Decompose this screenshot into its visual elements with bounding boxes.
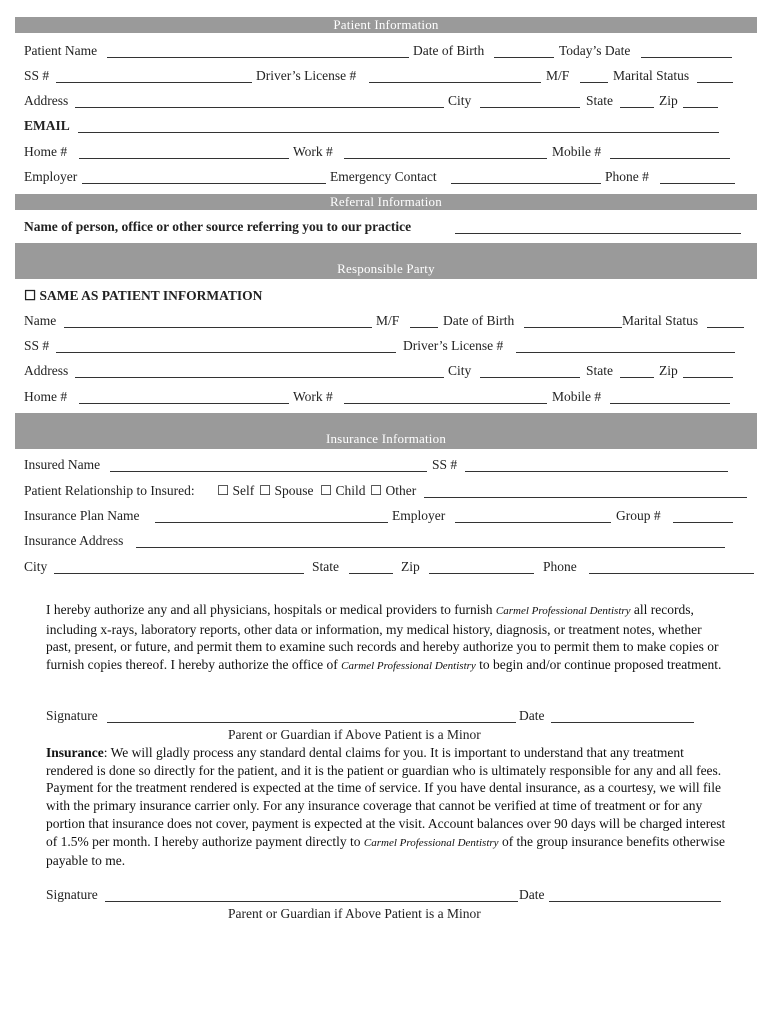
section-title: Responsible Party — [337, 261, 435, 276]
ins-ss-field[interactable] — [465, 471, 728, 472]
signature-label: Signature — [46, 708, 98, 723]
phone-label: Phone # — [605, 169, 649, 184]
responsible-row-1 — [24, 312, 744, 330]
other-checkbox[interactable]: ☐ Other — [370, 483, 417, 498]
insurance-row-4 — [24, 532, 744, 550]
employer-field[interactable] — [82, 183, 326, 184]
rp-name-field[interactable] — [64, 327, 372, 328]
rp-mf-field[interactable] — [410, 327, 438, 328]
insurance-row-3 — [24, 507, 744, 525]
state-label: State — [586, 93, 613, 108]
patient-row-5 — [24, 143, 744, 161]
rp-zip-label: Zip — [659, 363, 678, 378]
spouse-checkbox[interactable]: ☐ Spouse — [259, 483, 314, 498]
city-field[interactable] — [480, 107, 580, 108]
todays-date-label: Today’s Date — [559, 43, 631, 58]
group-label: Group # — [616, 508, 661, 523]
ins-state-label: State — [312, 559, 339, 574]
ins-employer-label: Employer — [392, 508, 446, 523]
patient-row-2 — [24, 67, 744, 85]
rp-state-field[interactable] — [620, 377, 654, 378]
ins-phone-field[interactable] — [589, 573, 754, 574]
dob-field[interactable] — [494, 57, 554, 58]
section-header-responsible — [15, 243, 757, 279]
rp-ss-label: SS # — [24, 338, 50, 353]
self-checkbox[interactable]: ☐ Self — [217, 483, 255, 498]
section-header-insurance — [15, 413, 757, 449]
relationship-label: Patient Relationship to Insured: — [24, 483, 195, 498]
section-title: Patient Information — [333, 17, 439, 32]
authorization-text-3: to begin and/or continue proposed treatment. — [479, 657, 722, 673]
rp-home-label: Home # — [24, 389, 68, 404]
signature-field[interactable] — [107, 722, 516, 723]
rp-work-field[interactable] — [344, 403, 547, 404]
insurance-policy-paragraph — [46, 744, 726, 870]
email-field[interactable] — [78, 132, 719, 133]
ins-state-field[interactable] — [349, 573, 393, 574]
rp-city-label: City — [448, 363, 472, 378]
rp-license-label: Driver’s License # — [403, 338, 504, 353]
practice-name: Carmel Professional Dentistry — [495, 605, 631, 617]
referral-label: Name of person, office or other source referring you to our practice — [24, 219, 412, 234]
practice-name: Carmel Professional Dentistry — [341, 660, 476, 673]
rp-address-field[interactable] — [75, 377, 444, 378]
signature-date-field[interactable] — [551, 722, 694, 723]
insurance-policy-text-2: of the group insurance benefits otherwise payable to me. — [46, 833, 725, 869]
insurance-row-1 — [24, 456, 744, 474]
ins-address-label: Insurance Address — [24, 533, 124, 548]
authorization-text-1: I hereby authorize any and all physicians, hospitals or medical providers to furnish — [46, 602, 493, 617]
todays-date-field[interactable] — [641, 57, 732, 58]
plan-name-field[interactable] — [155, 522, 388, 523]
authorization-paragraph — [46, 601, 726, 676]
insurance-row-2 — [24, 482, 754, 500]
referral-field[interactable] — [455, 233, 741, 234]
rp-city-field[interactable] — [480, 377, 580, 378]
rp-mf-label: M/F — [376, 313, 400, 328]
signature-date-field[interactable] — [549, 901, 721, 902]
mf-field[interactable] — [580, 82, 608, 83]
ins-zip-label: Zip — [401, 559, 420, 574]
marital-field[interactable] — [697, 82, 733, 83]
insured-name-label: Insured Name — [24, 457, 101, 472]
rp-dob-label: Date of Birth — [443, 313, 515, 328]
insurance-policy-text-1: : We will gladly process any standard dental claims for you. It is important to understand that any treatment rendered is done so directly for the patient, and it is the patient or guardian who is ultimately responsible for any and all fees. Payment for the treatment rendered is expected at the time of service. If you have dental insurance, as a courtesy, we will file with the primary insurance carrier only. For any insurance coverage that cannot be verified at time of treatment or for any portion that insurance does not cover, payment is expected at the visit. Account balances over 90 days will be charged interest of 1.5% per month. I hereby authorize payment directly to — [46, 745, 726, 849]
rp-mobile-label: Mobile # — [552, 389, 602, 404]
rp-zip-field[interactable] — [683, 377, 733, 378]
email-label: EMAIL — [24, 118, 70, 133]
rp-home-field[interactable] — [79, 403, 289, 404]
zip-field[interactable] — [683, 107, 718, 108]
patient-row-4 — [24, 117, 744, 135]
marital-label: Marital Status — [613, 68, 690, 83]
authorization-text-2: all records, including x-rays, laboratory reports, other data or information, my medical history, diagnosis, or treatment notes, whether past, present, or future, and permit them to examine such records and hereby authorize you to permit them to make copies or furnish copies thereof. I hereby authorize the office of — [46, 602, 719, 673]
rp-license-field[interactable] — [516, 352, 735, 353]
responsible-row-4 — [24, 388, 744, 406]
ins-zip-field[interactable] — [429, 573, 534, 574]
responsible-row-2 — [24, 337, 744, 355]
section-header-patient — [15, 17, 757, 33]
city-label: City — [448, 93, 472, 108]
plan-name-label: Insurance Plan Name — [24, 508, 140, 523]
dob-label: Date of Birth — [413, 43, 485, 58]
patient-row-3 — [24, 92, 744, 110]
signature-date-label: Date — [519, 708, 545, 723]
ins-ss-label: SS # — [432, 457, 458, 472]
address-field[interactable] — [75, 107, 444, 108]
ins-phone-label: Phone — [543, 559, 577, 574]
patient-row-6 — [24, 168, 744, 186]
rp-mobile-field[interactable] — [610, 403, 730, 404]
signature-label: Signature — [46, 887, 98, 902]
ins-city-label: City — [24, 559, 48, 574]
section-title: Insurance Information — [325, 431, 447, 446]
mobile-label: Mobile # — [552, 144, 602, 159]
home-label: Home # — [24, 144, 68, 159]
mobile-field[interactable] — [610, 158, 730, 159]
referral-row — [24, 218, 744, 236]
patient-row-1 — [24, 42, 744, 60]
employer-label: Employer — [24, 169, 78, 184]
rp-work-label: Work # — [293, 389, 333, 404]
signature-row-2 — [46, 886, 726, 904]
responsible-row-0[interactable] — [24, 287, 744, 305]
rp-marital-field[interactable] — [707, 327, 744, 328]
license-field[interactable] — [369, 82, 541, 83]
work-label: Work # — [293, 144, 333, 159]
phone-field[interactable] — [660, 183, 735, 184]
license-label: Driver’s License # — [256, 68, 357, 83]
rp-dob-field[interactable] — [524, 327, 622, 328]
insurance-policy-label: Insurance — [46, 745, 104, 760]
guardian-caption-2: Parent or Guardian if Above Patient is a Minor — [228, 906, 481, 921]
practice-name: Carmel Professional Dentistry — [363, 836, 499, 849]
insurance-row-5 — [24, 558, 755, 576]
insured-name-field[interactable] — [110, 471, 427, 472]
child-checkbox[interactable]: ☐ Child — [320, 483, 366, 498]
ss-label: SS # — [24, 68, 50, 83]
rp-name-label: Name — [24, 313, 57, 328]
other-relationship-field[interactable] — [424, 497, 747, 498]
ins-city-field[interactable] — [54, 573, 304, 574]
signature-row-1 — [46, 707, 706, 725]
emergency-field[interactable] — [451, 183, 601, 184]
home-field[interactable] — [79, 158, 289, 159]
guardian-caption-1: Parent or Guardian if Above Patient is a Minor — [228, 727, 481, 742]
rp-ss-field[interactable] — [56, 352, 396, 353]
patient-name-label: Patient Name — [24, 43, 98, 58]
work-field[interactable] — [344, 158, 547, 159]
responsible-row-3 — [24, 362, 744, 380]
signature-date-label: Date — [519, 887, 545, 902]
same-as-patient-checkbox[interactable]: ☐ SAME AS PATIENT INFORMATION — [24, 288, 263, 303]
patient-name-field[interactable] — [107, 57, 409, 58]
state-field[interactable] — [620, 107, 654, 108]
ins-address-field[interactable] — [136, 547, 725, 548]
rp-state-label: State — [586, 363, 613, 378]
zip-label: Zip — [659, 93, 678, 108]
rp-address-label: Address — [24, 363, 69, 378]
rp-marital-label: Marital Status — [622, 313, 699, 328]
ss-field[interactable] — [56, 82, 252, 83]
emergency-label: Emergency Contact — [330, 169, 437, 184]
section-title: Referral Information — [330, 194, 442, 209]
ins-employer-field[interactable] — [455, 522, 611, 523]
group-field[interactable] — [673, 522, 733, 523]
mf-label: M/F — [546, 68, 570, 83]
section-header-referral — [15, 194, 757, 210]
signature-field[interactable] — [105, 901, 518, 902]
address-label: Address — [24, 93, 69, 108]
